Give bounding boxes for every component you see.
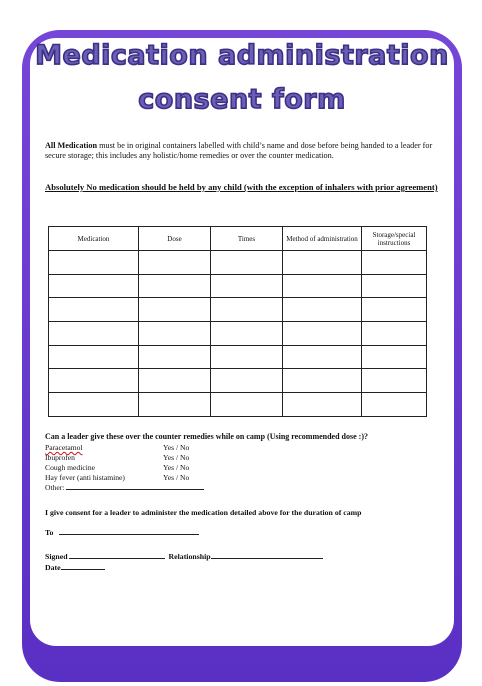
relationship-blank-line[interactable] [211,552,323,559]
medication-table-cell[interactable] [283,345,362,369]
medication-table-row [49,369,427,393]
medication-table-cell[interactable] [211,369,283,393]
medication-table-cell[interactable] [211,322,283,346]
medication-table-cell[interactable] [49,251,139,275]
otc-question: Can a leader give these over the counter remedies while on camp (Using recommended dose :)? [45,432,368,441]
medication-table-row [49,322,427,346]
medication-table-cell[interactable] [362,393,427,417]
remedy-answer[interactable]: Yes / No [163,453,190,462]
medication-table-cell[interactable] [283,274,362,298]
medication-table-cell[interactable] [49,322,139,346]
medication-table-cell[interactable] [211,393,283,417]
header-storage: Storage/special instructions [362,227,427,251]
remedy-row-paracetamol [45,443,265,453]
date-label: Date [45,563,61,572]
remedy-row-hay-fever [45,473,265,483]
medication-table-cell[interactable] [283,298,362,322]
other-label: Other: [45,483,65,492]
medication-table-cell[interactable] [139,393,211,417]
medication-table-cell[interactable] [49,369,139,393]
date-blank-line[interactable] [61,563,105,570]
to-label: To [45,528,54,537]
medication-table-cell[interactable] [211,274,283,298]
medication-table-cell[interactable] [283,369,362,393]
medication-table-cell[interactable] [139,298,211,322]
medication-table-cell[interactable] [49,298,139,322]
form-title-line-2: consent form [138,84,346,115]
date-field [45,563,445,573]
remedy-name: Paracetamol [45,443,83,452]
medication-table-cell[interactable] [283,251,362,275]
intro-bold-lead: All Medication [45,141,98,150]
medication-table [48,226,427,417]
intro-text: must be in original containers labelled with child’s name and dose before being handed to a leader for secure storage; this includes any holistic/home remedies or over the counter medication. [45,141,433,160]
medication-table-cell[interactable] [139,369,211,393]
header-method: Method of administration [283,227,362,251]
medication-table-cell[interactable] [49,345,139,369]
medication-table-cell[interactable] [211,345,283,369]
remedy-row-other [45,483,265,493]
to-field [45,528,445,538]
medication-table-cell[interactable] [283,322,362,346]
medication-table-row [49,274,427,298]
signed-field [45,552,445,562]
medication-table-row [49,393,427,417]
no-medication-warning: Absolutely No medication should be held by any child (with the exception of inhalers with prior agreement) [45,182,438,192]
medication-table-cell[interactable] [139,345,211,369]
medication-table-cell[interactable] [362,369,427,393]
remedy-name: Ibuprofen [45,453,75,462]
medication-table-cell[interactable] [211,298,283,322]
medication-table-row [49,345,427,369]
medication-table-cell[interactable] [362,345,427,369]
signed-blank-line[interactable] [69,552,165,559]
remedy-answer[interactable]: Yes / No [163,473,190,482]
signed-label: Signed [45,552,68,561]
remedy-row-ibuprofen [45,453,265,463]
consent-statement: I give consent for a leader to administer the medication detailed above for the duration of camp [45,508,362,517]
header-times: Times [211,227,283,251]
medication-table-cell[interactable] [139,322,211,346]
relationship-label: Relationship [168,552,211,561]
to-blank-line[interactable] [59,528,199,535]
medication-table-cell[interactable] [139,251,211,275]
medication-table-cell[interactable] [362,322,427,346]
medication-table-cell[interactable] [362,298,427,322]
remedy-answer[interactable]: Yes / No [163,463,190,472]
otc-remedies-list [45,443,265,493]
other-blank-line[interactable] [66,483,204,490]
medication-table-cell[interactable] [283,393,362,417]
remedy-name: Hay fever (anti histamine) [45,473,125,482]
medication-table-cell[interactable] [211,251,283,275]
medication-table-row [49,251,427,275]
remedy-row-cough-medicine [45,463,265,473]
medication-table-header [49,227,427,251]
intro-paragraph [45,141,445,161]
remedy-name: Cough medicine [45,463,95,472]
form-title-line-1: Medication administration [35,40,449,71]
medication-table-cell[interactable] [362,251,427,275]
medication-table-cell[interactable] [49,393,139,417]
medication-table-row [49,298,427,322]
medication-table-cell[interactable] [139,274,211,298]
remedy-answer[interactable]: Yes / No [163,443,190,452]
medication-table-cell[interactable] [49,274,139,298]
header-medication: Medication [49,227,139,251]
medication-table-cell[interactable] [362,274,427,298]
header-dose: Dose [139,227,211,251]
